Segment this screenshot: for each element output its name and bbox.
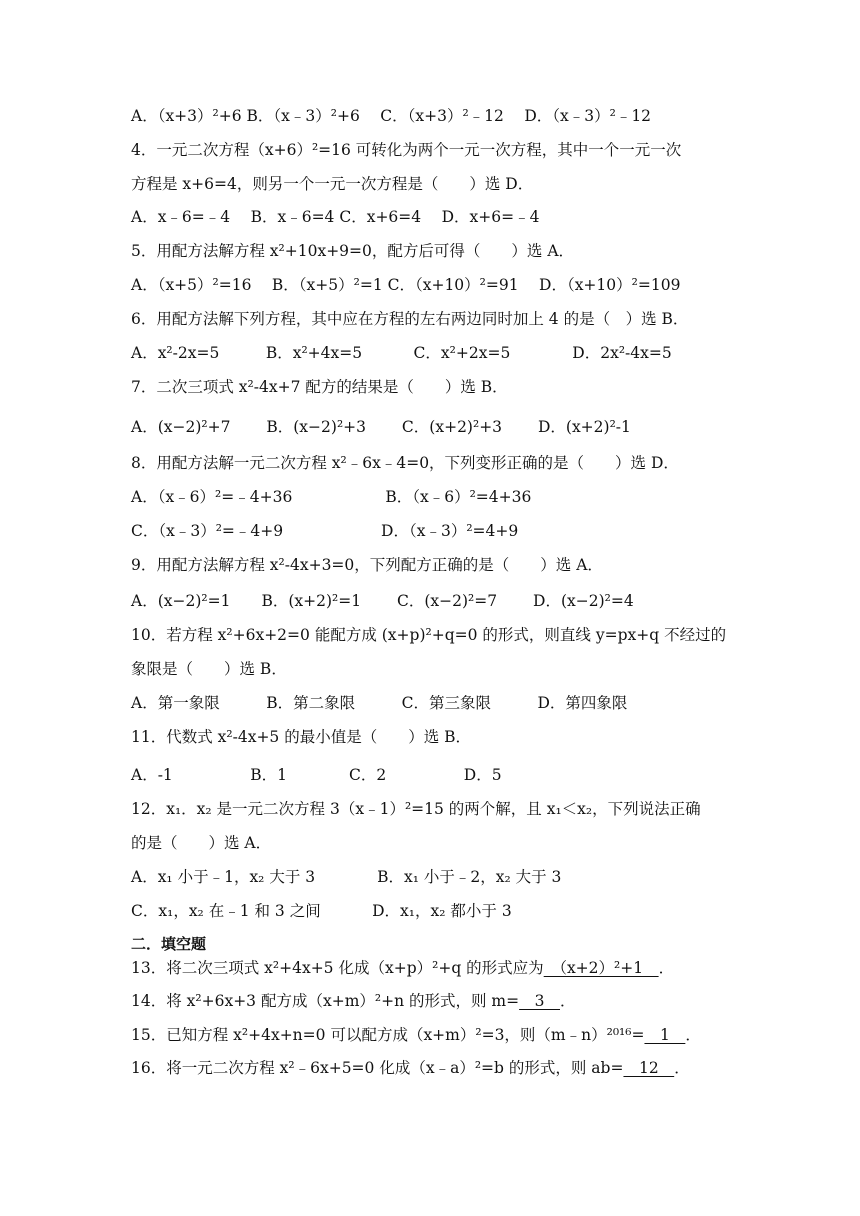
q13-text: 13．将二次三项式 x²+4x+5 化成（x+p）²+q 的形式应为 (131, 959, 544, 977)
q9-options: A．(x−2)²=1 B．(x+2)²=1 C．(x−2)²=7 D．(x−2)²=4 (131, 592, 634, 610)
q4-stem-1: 4．一元二次方程（x+6）²=16 可转化为两个一元一次方程，其中一个一元一次 (131, 141, 682, 159)
q3-options: A．（x+3）²+6 B．（x﹣3）²+6 C．（x+3）²﹣12 D．（x﹣3）²﹣12 (131, 107, 652, 125)
q12-stem-2: 的是（ ）选 A． (131, 834, 272, 852)
q14-text: 14．将 x²+6x+3 配方成（x+m）²+n 的形式，则 m= (131, 992, 520, 1010)
q16-line (131, 1058, 690, 1078)
q16-end: ． (674, 1059, 690, 1077)
q8-stem: 8．用配方法解一元二次方程 x²﹣6x﹣4=0，下列变形正确的是（ ）选 D． (131, 454, 679, 472)
q13-answer: （x+2）²+1 (543, 959, 659, 977)
q14-answer: 3 (519, 992, 560, 1010)
q11-stem: 11．代数式 x²-4x+5 的最小值是（ ）选 B． (131, 728, 472, 746)
q13-end: ． (658, 959, 675, 977)
q6-stem: 6．用配方法解下列方程，其中应在方程的左右两边同时加上 4 的是（ ）选 B． (131, 310, 689, 328)
q4-stem-2: 方程是 x+6=4，则另一个一元一次方程是（ ）选 D． (131, 175, 534, 193)
q11-options: A．-1 B．1 C．2 D．5 (131, 766, 502, 784)
q6-options: A．x²-2x=5 B．x²+4x=5 C．x²+2x=5 D．2x²-4x=5 (131, 344, 672, 362)
q9-stem: 9．用配方法解方程 x²-4x+3=0，下列配方正确的是（ ）选 A． (131, 556, 603, 574)
q4-options: A．x﹣6=﹣4 B．x﹣6=4 C．x+6=4 D．x+6=﹣4 (131, 208, 540, 226)
q14-line (131, 991, 576, 1011)
q10-options: A．第一象限 B．第二象限 C．第三象限 D．第四象限 (131, 694, 628, 712)
q12-options-cd: C．x₁，x₂ 在﹣1 和 3 之间 D．x₁，x₂ 都小于 3 (131, 902, 512, 920)
q10-stem-2: 象限是（ ）选 B． (131, 660, 287, 678)
section-title: 二．填空题 (131, 935, 207, 953)
q15-line (131, 1025, 701, 1045)
q10-stem-1: 10．若方程 x²+6x+2=0 能配方成 (x+p)²+q=0 的形式，则直线 y=px+q 不经过的 (131, 626, 727, 644)
q13-line (131, 958, 674, 978)
q14-end: ． (560, 992, 576, 1010)
q8-options-cd: C．（x﹣3）²=﹣4+9 D．（x﹣3）²=4+9 (131, 522, 519, 540)
q15-end: ． (685, 1026, 701, 1044)
q12-stem-1: 12．x₁．x₂ 是一元二次方程 3（x﹣1）²=15 的两个解，且 x₁＜x₂，下列说法正确 (131, 800, 701, 818)
q5-stem: 5．用配方法解方程 x²+10x+9=0，配方后可得（ ）选 A． (131, 242, 575, 260)
q15-text: 15．已知方程 x²+4x+n=0 可以配方成（x+m）²=3，则（m﹣n）²⁰¹⁶= (131, 1026, 645, 1044)
q7-stem: 7．二次三项式 x²-4x+7 配方的结果是（ ）选 B． (131, 378, 508, 396)
q12-options-ab: A．x₁ 小于﹣1，x₂ 大于 3 B．x₁ 小于﹣2，x₂ 大于 3 (131, 868, 562, 886)
q8-options-ab: A．（x﹣6）²=﹣4+36 B．（x﹣6）²=4+36 (131, 488, 532, 506)
q16-answer: 12 (623, 1059, 675, 1077)
q16-text: 16．将一元二次方程 x²﹣6x+5=0 化成（x﹣a）²=b 的形式，则 ab= (131, 1059, 624, 1077)
q7-options: A．(x−2)²+7 B．(x−2)²+3 C．(x+2)²+3 D．(x+2)²-1 (131, 418, 631, 436)
q15-answer: 1 (644, 1026, 686, 1044)
q5-options: A．（x+5）²=16 B．（x+5）²=1 C．（x+10）²=91 D．（x+10）²=109 (131, 276, 681, 294)
